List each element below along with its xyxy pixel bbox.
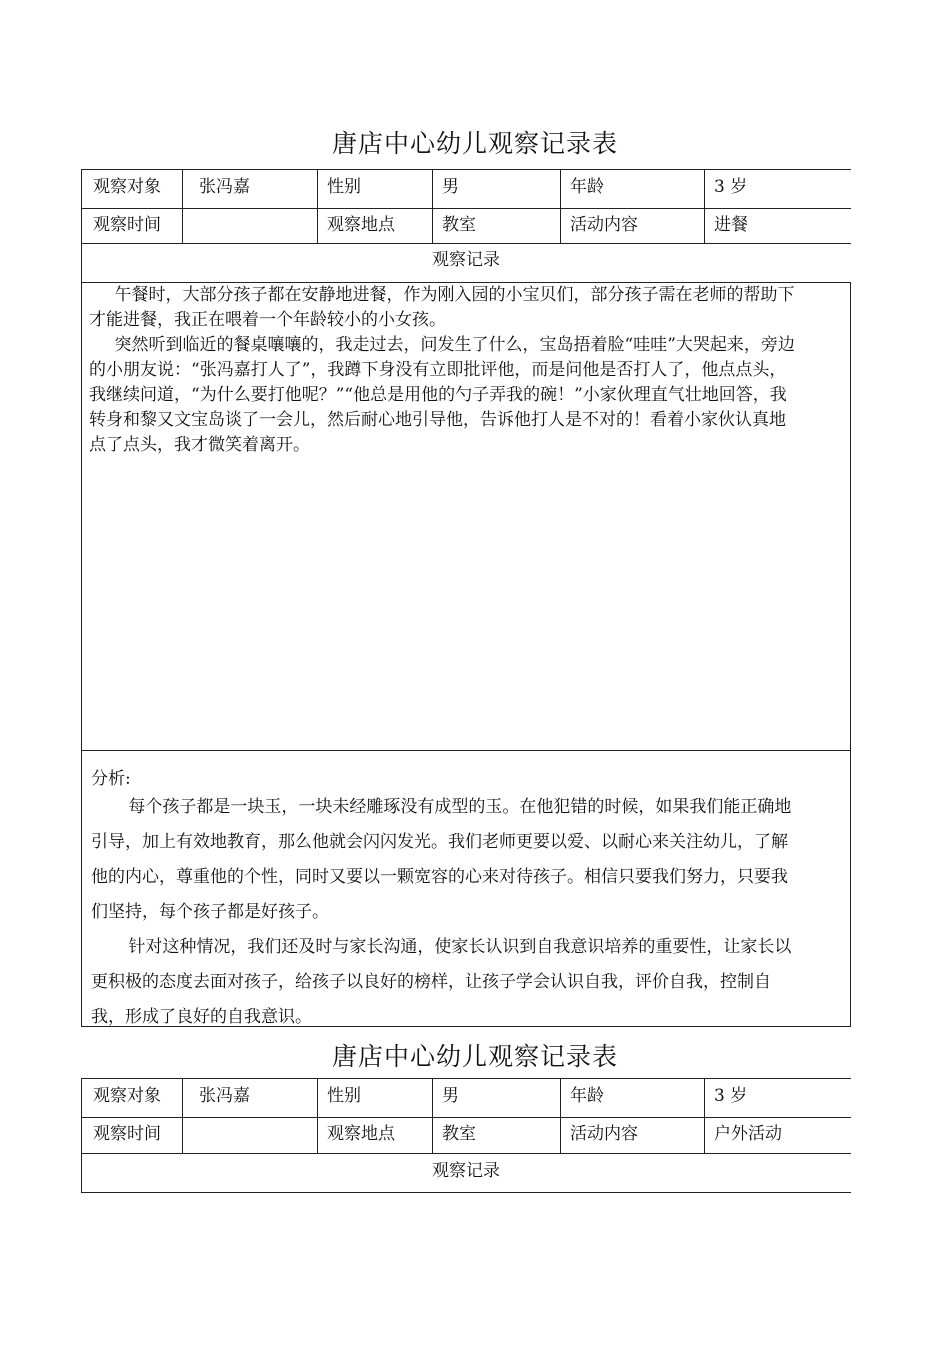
location-label: 观察地点 [327, 215, 395, 235]
activity-label: 活动内容 [570, 215, 638, 235]
gender-value: 男 [442, 1086, 459, 1106]
record-paragraph: 突然听到临近的餐桌嚷嚷的，我走过去，问发生了什么，宝岛捂着脸“哇哇”大哭起来，旁边的小朋友说：“张冯嘉打人了”，我蹲下身没有立即批评他，而是问他是否打人了，他点点头，我继续问道，“为什么要打他呢？”“他总是用他的勺子弄我的碗！”小家伙理直气壮地回答，我转身和黎又文宝岛谈了一会儿，然后耐心地引导他，告诉他打人是不对的！看着小家伙认真地点了点头，我才微笑着离开。 [89, 335, 795, 455]
age-value: 3 岁 [714, 177, 748, 197]
analysis-paragraph: 针对这种情况，我们还及时与家长沟通，使家长认识到自我意识培养的重要性，让家长以更积极的态度去面对孩子，给孩子以良好的榜样，让孩子学会认识自我，评价自我，控制自我，形成了良好的自我意识。 [91, 937, 792, 1027]
age-value: 3 岁 [714, 1086, 748, 1106]
record-paragraph: 午餐时，大部分孩子都在安静地进餐，作为刚入园的小宝贝们，部分孩子需在老师的帮助下才能进餐，我正在喂着一个年龄较小的小女孩。 [89, 285, 795, 330]
subject-label: 观察对象 [93, 177, 161, 197]
subject-label: 观察对象 [93, 1086, 161, 1106]
record-text [89, 283, 801, 458]
analysis-text [91, 790, 799, 1035]
age-label: 年龄 [570, 1086, 604, 1106]
location-value: 教室 [442, 215, 476, 235]
time-label: 观察时间 [93, 215, 161, 235]
form2-table [81, 1078, 851, 1193]
location-value: 教室 [442, 1124, 476, 1144]
form1-table [81, 169, 851, 1027]
location-label: 观察地点 [327, 1124, 395, 1144]
record-label: 观察记录 [432, 250, 500, 270]
gender-label: 性别 [327, 177, 361, 197]
form1-title: 唐店中心幼儿观察记录表 [331, 129, 618, 158]
activity-value: 户外活动 [714, 1124, 782, 1144]
time-label: 观察时间 [93, 1124, 161, 1144]
analysis-label: 分析: [91, 769, 131, 789]
gender-label: 性别 [327, 1086, 361, 1106]
age-label: 年龄 [570, 177, 604, 197]
activity-label: 活动内容 [570, 1124, 638, 1144]
subject-value: 张冯嘉 [199, 1086, 250, 1106]
gender-value: 男 [442, 177, 459, 197]
activity-value: 进餐 [714, 215, 748, 235]
subject-value: 张冯嘉 [199, 177, 250, 197]
analysis-paragraph: 每个孩子都是一块玉，一块未经雕琢没有成型的玉。在他犯错的时候，如果我们能正确地引导，加上有效地教育，那么他就会闪闪发光。我们老师更要以爱、以耐心来关注幼儿，了解他的内心，尊重他的个性，同时又要以一颗宽容的心来对待孩子。相信只要我们努力，只要我们坚持，每个孩子都是好孩子。 [91, 797, 792, 922]
record-label: 观察记录 [432, 1161, 500, 1181]
form2-title: 唐店中心幼儿观察记录表 [331, 1042, 618, 1071]
